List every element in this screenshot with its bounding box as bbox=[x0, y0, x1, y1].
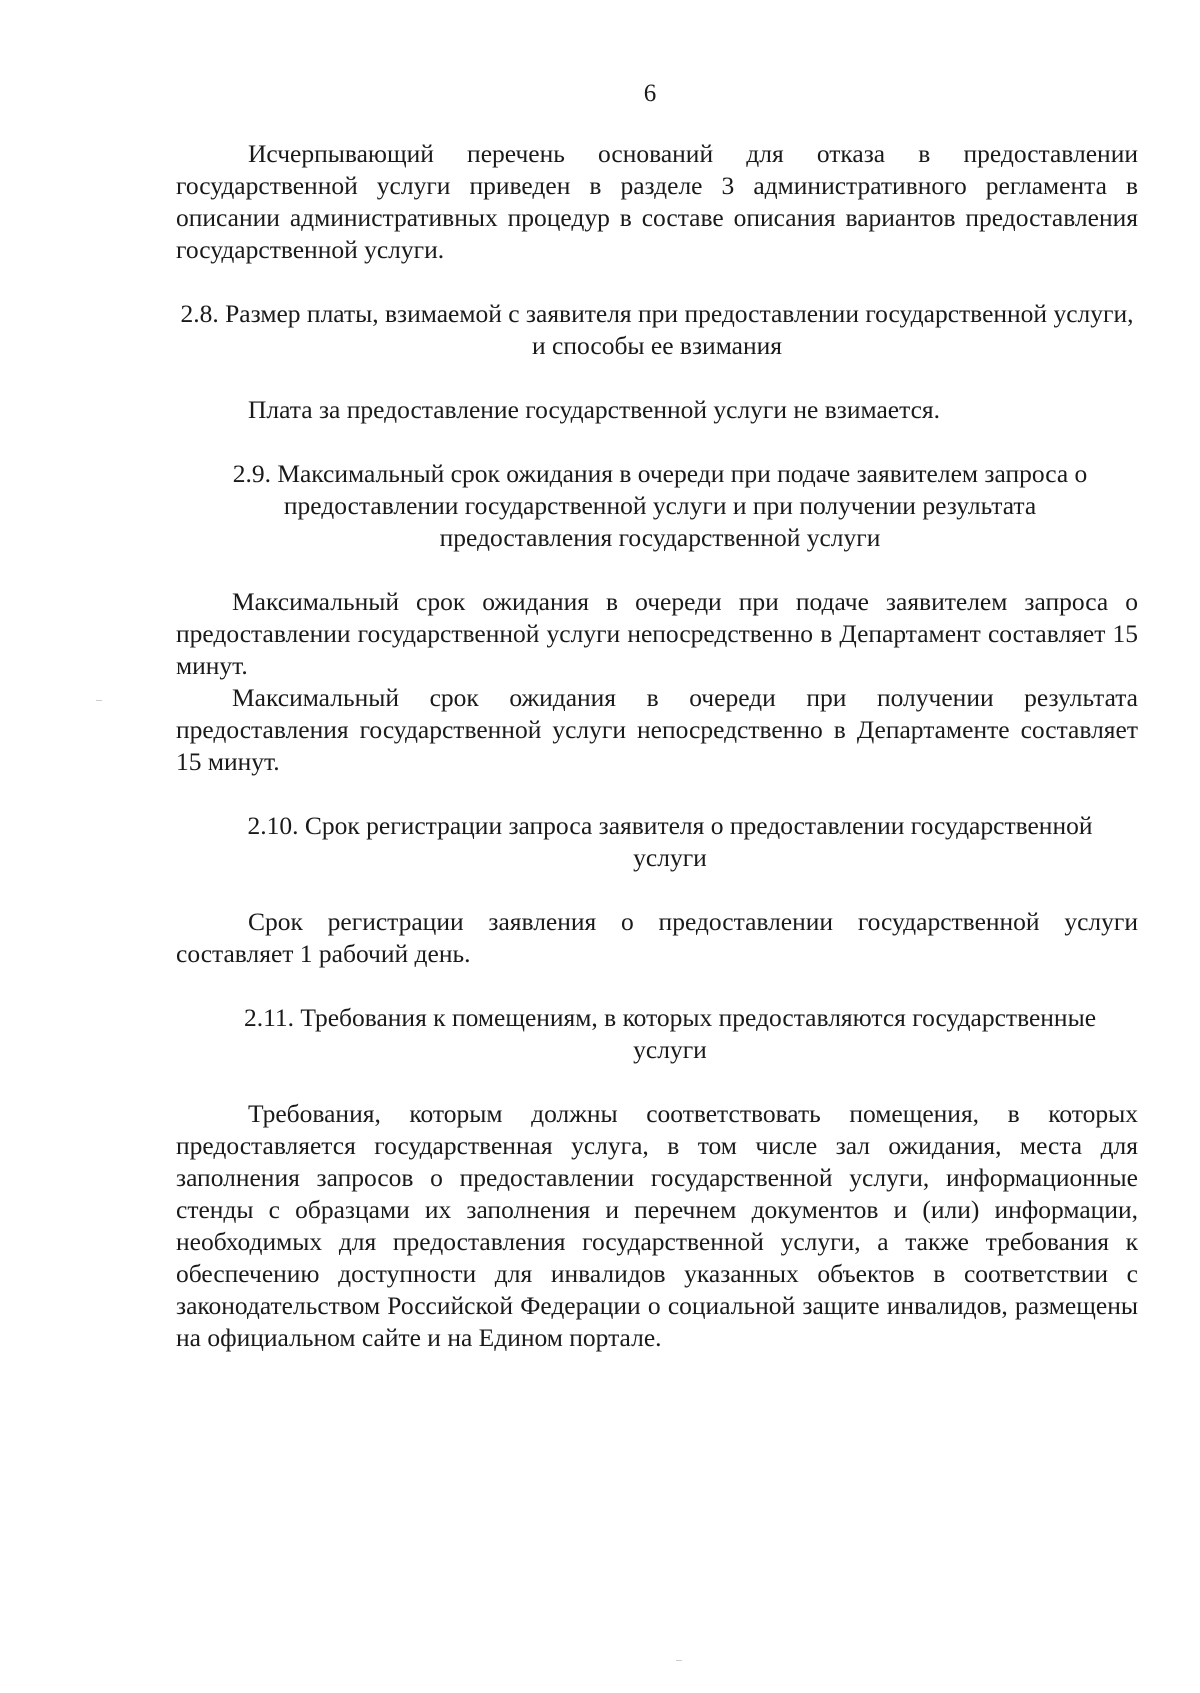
registration-term-paragraph: Срок регистрации заявления о предоставлении государственной услуги составляет 1 рабочий день. bbox=[176, 907, 1138, 968]
section-2-11-heading: 2.11. Требования к помещениям, в которых предоставляются государственные услуги bbox=[243, 1003, 1097, 1064]
page-number: 6 bbox=[643, 80, 657, 107]
premises-requirements-paragraph: Требования, которым должны соответствовать помещения, в которых предоставляется государственная услуга, в том числе зал ожидания, места для заполнения запросов о предоставлении государственной услуги, информационные стенды с образцами их заполнения и перечнем документов и (или) информации, необходимых для предоставления государственной услуги, а также требования к обеспечению доступности для инвалидов указанных объектов в соответствии с законодательством Российской Федерации о социальной защите инвалидов, размещены на официальном сайте и на Едином портале. bbox=[176, 1099, 1138, 1352]
queue-result-paragraph: Максимальный срок ожидания в очереди при получении результата предоставления государственной услуги непосредственно в Департаменте составляет 15 минут. bbox=[176, 683, 1138, 776]
section-2-9-heading: 2.9. Максимальный срок ожидания в очереди при подаче заявителем запроса о предоставлении государственной услуги и при получении результата предоставления государственной услуги bbox=[232, 459, 1088, 552]
section-2-8-heading: 2.8. Размер платы, взимаемой с заявителя при предоставлении государственной услуги, и способы ее взимания bbox=[180, 299, 1134, 360]
fee-paragraph: Плата за предоставление государственной услуги не взимается. bbox=[248, 395, 940, 424]
scan-artifact bbox=[96, 700, 102, 701]
scan-artifact bbox=[676, 1660, 682, 1661]
queue-submission-paragraph: Максимальный срок ожидания в очереди при подаче заявителем запроса о предоставлении государственной услуги непосредственно в Департамент составляет 15 минут. bbox=[176, 587, 1138, 680]
section-2-10-heading: 2.10. Срок регистрации запроса заявителя о предоставлении государственной услуги bbox=[247, 811, 1093, 872]
refusal-grounds-paragraph: Исчерпывающий перечень оснований для отказа в предоставлении государственной услуги приведен в разделе 3 административного регламента в описании административных процедур в составе описания вариантов предоставления государственной услуги. bbox=[176, 139, 1138, 264]
